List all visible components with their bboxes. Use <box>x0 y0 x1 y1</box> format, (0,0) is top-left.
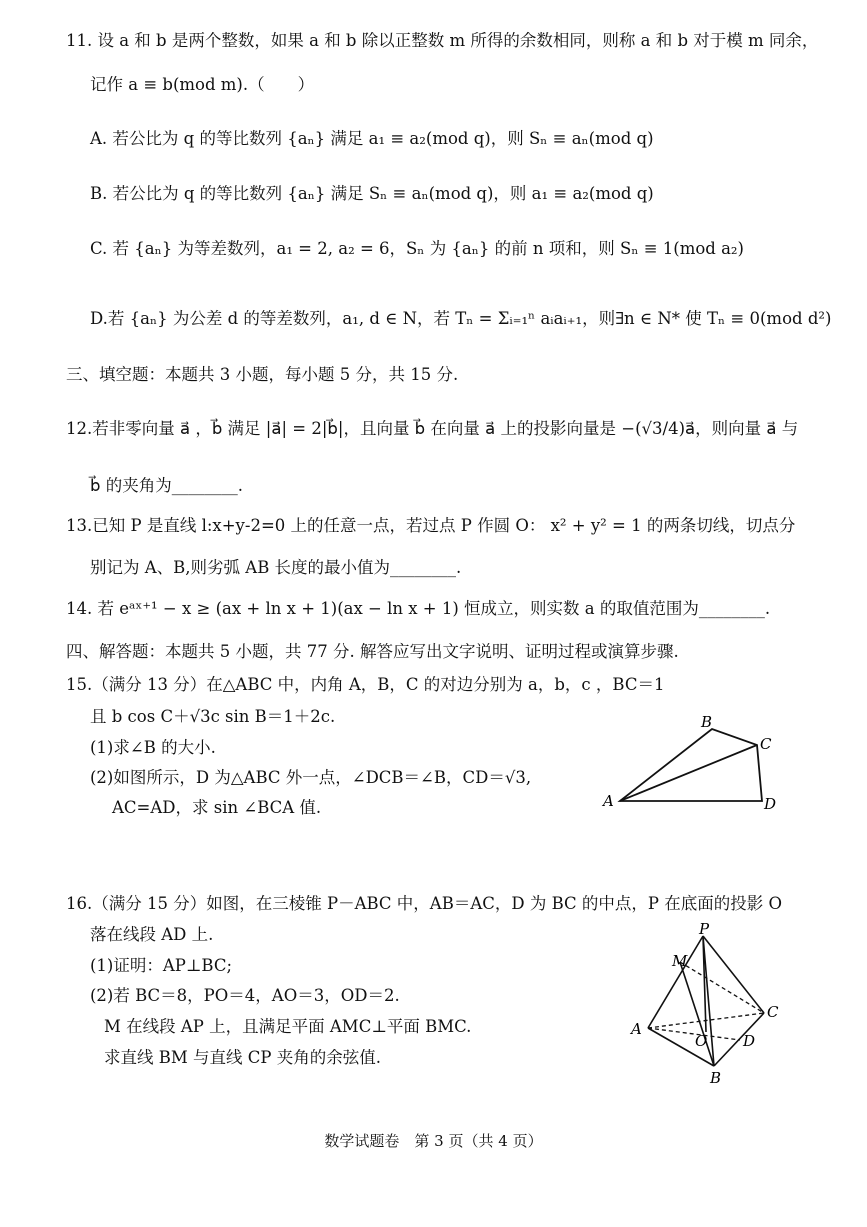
q16-figure-pyramid <box>628 920 788 1090</box>
q16-part1: (1)证明：AP⊥BC; <box>90 956 233 975</box>
q11-option-c: C. 若 {aₙ} 为等差数列，a₁ = 2, a₂ = 6，Sₙ 为 {aₙ} 的前 n 项和，则 Sₙ ≡ 1(mod a₂) <box>90 239 744 258</box>
q15-part2b: AC=AD，求 sin ∠BCA 值. <box>112 798 322 817</box>
q13-line1: 13.已知 P 是直线 l:x+y-2=0 上的任意一点，若过点 P 作圆 O： x² + y² = 1 的两条切线，切点分 <box>66 516 796 535</box>
q15-diagonal-ac <box>620 745 757 801</box>
section-3-heading: 三、填空题：本题共 3 小题，每小题 5 分，共 15 分. <box>66 365 459 384</box>
q15-label-d: D <box>764 795 777 813</box>
q11-stem-line1: 11. 设 a 和 b 是两个整数，如果 a 和 b 除以正整数 m 所得的余数相同，则称 a 和 b 对于模 m 同余， <box>66 31 819 50</box>
q16-part2c: 求直线 BM 与直线 CP 夹角的余弦值. <box>104 1048 381 1067</box>
q13-line2: 别记为 A、B,则劣弧 AB 长度的最小值为________. <box>90 558 462 577</box>
q15-label-b: B <box>701 713 713 731</box>
q16-label-p: P <box>699 920 710 938</box>
q11-stem-line2: 记作 a ≡ b(mod m).（ ） <box>90 75 315 94</box>
q15-quad-outline <box>620 729 762 801</box>
q11-option-d: D.若 {aₙ} 为公差 d 的等差数列，a₁, d ∈ N，若 Tₙ = Σᵢ₌₁ⁿ aᵢaᵢ₊₁，则∃n ∈ N* 使 Tₙ ≡ 0(mod d²) <box>90 309 832 328</box>
section-4-heading: 四、解答题：本题共 5 小题，共 77 分. 解答应写出文字说明、证明过程或演算步骤. <box>66 642 679 661</box>
q15-line2: 且 b cos C＋√3c sin B＝1＋2c. <box>90 707 336 726</box>
q16-line2: 落在线段 AD 上. <box>90 925 214 944</box>
q16-part2b: M 在线段 AP 上，且满足平面 AMC⊥平面 BMC. <box>104 1017 472 1036</box>
q16-edge-ad-dashed <box>648 1028 740 1040</box>
page-footer: 数学试题卷 第 3 页（共 4 页） <box>324 1132 543 1150</box>
q16-line1: 16.（满分 15 分）如图，在三棱锥 P－ABC 中，AB＝AC，D 为 BC 的中点，P 在底面的投影 O <box>66 894 783 913</box>
q15-label-c: C <box>760 735 772 753</box>
q16-label-d: D <box>743 1032 756 1050</box>
q14-line: 14. 若 eᵃˣ⁺¹ − x ≥ (ax + ln x + 1)(ax − ln x + 1) 恒成立，则实数 a 的取值范围为________. <box>66 599 771 618</box>
q15-figure-quadrilateral <box>595 705 795 820</box>
q16-label-c: C <box>767 1003 779 1021</box>
q16-label-o: O <box>695 1032 708 1050</box>
q16-part2: (2)若 BC＝8，PO＝4，AO＝3，OD＝2. <box>90 986 400 1005</box>
q12-line1: 12.若非零向量 a⃗ ，b⃗ 满足 |a⃗| = 2|b⃗|，且向量 b⃗ 在向量 a⃗ 上的投影向量是 −(√3/4)a⃗，则向量 a⃗ 与 <box>66 419 799 438</box>
q12-line2: b⃗ 的夹角为________. <box>90 476 243 495</box>
q16-edge-pc <box>703 936 764 1013</box>
q11-option-a: A. 若公比为 q 的等比数列 {aₙ} 满足 a₁ ≡ a₂(mod q)，则 Sₙ ≡ aₙ(mod q) <box>90 129 654 148</box>
q16-edge-mc-dashed <box>680 962 764 1013</box>
q11-option-b: B. 若公比为 q 的等比数列 {aₙ} 满足 Sₙ ≡ aₙ(mod q)，则 a₁ ≡ a₂(mod q) <box>90 184 654 203</box>
q16-edge-pa <box>648 936 703 1028</box>
q15-part1: (1)求∠B 的大小. <box>90 738 216 757</box>
q15-label-a: A <box>603 792 614 810</box>
q16-label-b: B <box>710 1069 722 1087</box>
q15-part2: (2)如图所示，D 为△ABC 外一点，∠DCB＝∠B，CD＝√3, <box>90 768 532 787</box>
q15-line1: 15.（满分 13 分）在△ABC 中，内角 A，B，C 的对边分别为 a，b，c ，BC＝1 <box>66 675 665 694</box>
q16-label-m: M <box>672 952 688 970</box>
q16-label-a: A <box>631 1020 642 1038</box>
